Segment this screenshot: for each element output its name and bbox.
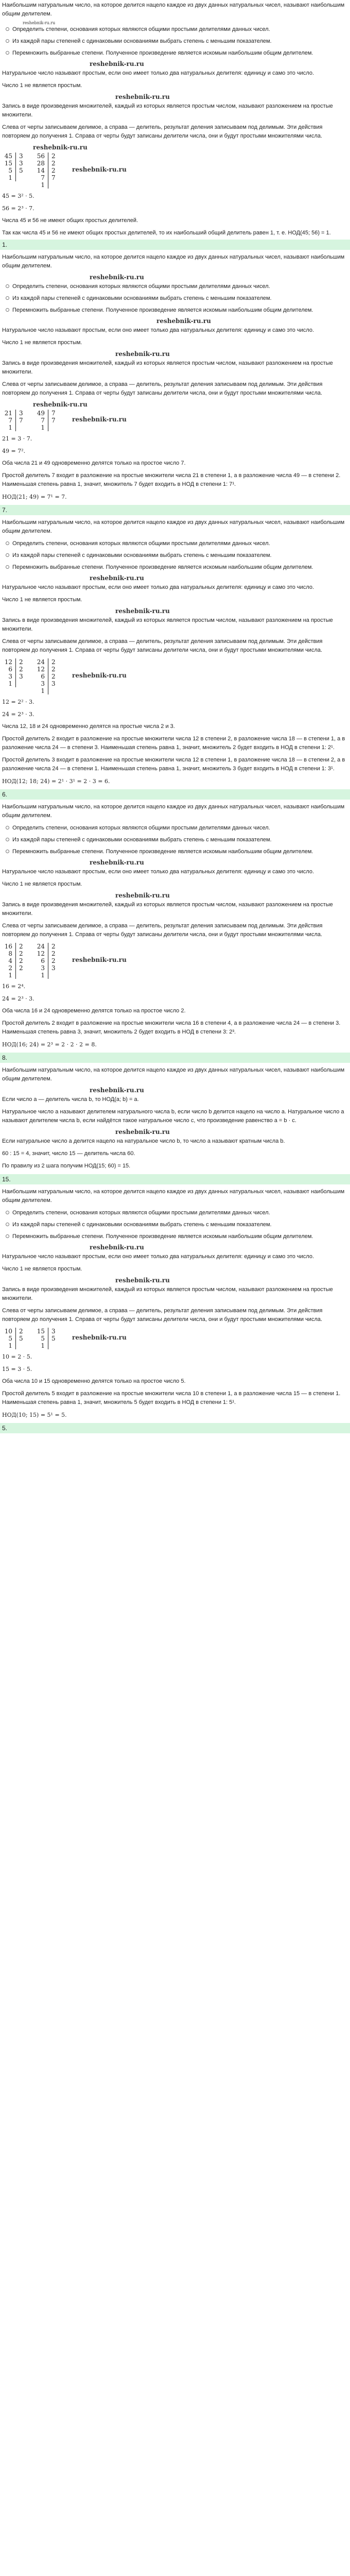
- factor-table-16: 16 2 8 2 4 2 2 2 1: [2, 943, 29, 979]
- factorization-method: Слева от черты записываем делимое, а справа — делитель, результат деления записываем под делимым. Эти действия повторяем до получения 1. Справа от черты будут записаны делители числа, они и будут простыми множителями числа.: [2, 124, 323, 139]
- factorization-block: [2, 1328, 348, 1349]
- watermark: reshebnik-ru.ru: [23, 21, 56, 25]
- factor-table-10: 10 2 5 5 1: [2, 1328, 29, 1349]
- note-one: Число 1 не является простым.: [2, 82, 82, 89]
- step-item: Перемножить выбранные степени. Полученное произведение является искомым наибольшим общим делителем.: [11, 563, 348, 572]
- definition-prime: Натуральное число называют простым, если оно имеет только два натуральных делителя: единицу и само это число.: [2, 869, 314, 875]
- factor-table-15: 15 3 5 5 1: [34, 1328, 62, 1349]
- watermark: reshebnik-ru.ru: [90, 274, 144, 281]
- definition-gcd: Наибольшим натуральным число, на которое делится нацело каждое из двух данных натуральных чисел, называют наибольшим общим делителем.: [2, 254, 345, 269]
- factor-table-24: 24 2 12 2 6 2 3 3 1: [34, 943, 62, 979]
- step-item: Из каждой пары степеней с одинаковыми основаниями выбрать степень с меньшим показателем.: [11, 551, 348, 560]
- definition-factorization: Запись в виде произведения множителей, каждый из которых является простым числом, называют разложением на простые множители.: [2, 103, 333, 118]
- definition-divisor: Натуральное число a называют делителем натурального числа b, если число b делится нацело на число a. Натуральное число a называют делителем числа b, если найдётся такое натуральное число c, что произведение равенство a = b · c.: [2, 1109, 344, 1124]
- conclusion: 60 : 15 = 4, значит, число 15 — делитель числа 60.: [2, 1150, 135, 1157]
- equation: 45 = 3² · 5.: [2, 193, 34, 199]
- step-item: Определить степени, основания которых являются общими простыми делителями данных чисел.: [11, 25, 348, 34]
- section-5: [2, 1066, 348, 1184]
- factorization-method: Слева от черты записываем делимое, а справа — делитель, результат деления записываем под делимым. Эти действия повторяем до получения 1. Справа от черты будут записаны делители числа, они и будут простыми множителями числа.: [2, 923, 323, 938]
- note-one: Число 1 не является простым.: [2, 1266, 82, 1272]
- watermark: reshebnik-ru.ru: [90, 60, 144, 67]
- definition-gcd: Наибольшим натуральным число, на которое делится нацело каждое из двух данных натуральных чисел, называют наибольшим общим делителем.: [2, 804, 345, 819]
- definition-prime: Натуральное число называют простым, если оно имеет только два натуральных делителя: единицу и само это число.: [2, 327, 314, 333]
- gcd-steps: [2, 1209, 348, 1241]
- definition-prime: Натуральное число называют простым, если оно имеет только два натуральных делителя: единицу и само это число.: [2, 70, 314, 76]
- step-item: Перемножить выбранные степени. Полученное произведение является искомым наибольшим общим делителем.: [11, 49, 348, 58]
- gcd-result: НОД(21; 49) = 7¹ = 7.: [2, 494, 67, 500]
- watermark: reshebnik-ru.ru: [115, 93, 170, 100]
- conclusion: Простой делитель 3 входит в разложение на простые множители числа 12 в степени 1, в разложение числа 18 — в степени 2, а в разложение числа 24 — в степени 1. Наименьшая степень равна 1, значит, множитель 3 будет входить в НОД в степени 1: 3¹.: [2, 757, 345, 772]
- conclusion: Простой делитель 2 входит в разложение на простые множители числа 16 в степени 4, а в разложение числа 24 — в степени 3. Наименьшая степень равна 3, значит, множитель 2 будет входить в НОД в степени 3: 2³.: [2, 1020, 341, 1035]
- equation: 12 = 2² · 3.: [2, 699, 34, 705]
- definition-factorization: Запись в виде произведения множителей, каждый из которых является простым числом, называют разложением на простые множители.: [2, 902, 333, 917]
- watermark: reshebnik-ru.ru: [72, 166, 127, 173]
- section-3: [2, 518, 348, 800]
- step-item: Из каждой пары степеней с одинаковыми основаниями выбрать степень с меньшим показателем.: [11, 1221, 348, 1229]
- watermark: reshebnik-ru.ru: [72, 956, 127, 963]
- gcd-result: НОД(10; 15) = 5¹ = 5.: [2, 1412, 67, 1418]
- common-divisors: Оба числа 16 и 24 одновременно делятся только на простое число 2.: [2, 1008, 186, 1014]
- answer-badge: 7.: [0, 505, 350, 515]
- section-1: [2, 1, 348, 250]
- factor-table-49: 49 7 7 7 1: [34, 410, 62, 431]
- watermark: reshebnik-ru.ru: [156, 317, 211, 325]
- equation: 49 = 7².: [2, 448, 26, 454]
- common-divisors: Оба числа 10 и 15 одновременно делятся только на простое число 5.: [2, 1378, 186, 1384]
- equation: 21 = 3 · 7.: [2, 435, 32, 442]
- watermark: reshebnik-ru.ru: [33, 144, 87, 151]
- answer-badge: 5.: [0, 1423, 350, 1433]
- factorization-method: Слева от черты записываем делимое, а справа — делитель, результат деления записываем под делимым. Эти действия повторяем до получения 1. Справа от черты будут записаны делители числа, они и будут простыми множителями числа.: [2, 638, 323, 653]
- definition-factorization: Запись в виде произведения множителей, каждый из которых является простым числом, называют разложением на простые множители.: [2, 1286, 333, 1301]
- watermark: reshebnik-ru.ru: [115, 1128, 170, 1136]
- section-2: [2, 253, 348, 515]
- note-one: Число 1 не является простым.: [2, 597, 82, 603]
- factorization-block: [2, 410, 348, 431]
- gcd-result: По правилу из 2 шага получим НОД(15; 60) = 15.: [2, 1163, 131, 1169]
- definition-gcd: Наибольшим натуральным число, на которое делится нацело каждое из двух данных натуральных чисел, называют наибольшим общим делителем.: [2, 519, 345, 534]
- answer-badge: 15.: [0, 1174, 350, 1184]
- definition-gcd: Наибольшим натуральным число, на которое делится нацело каждое из двух данных натуральных чисел, называют наибольшим общим делителем.: [2, 1067, 345, 1082]
- definition-factorization: Запись в виде произведения множителей, каждый из которых является простым числом, называют разложением на простые множители.: [2, 617, 333, 632]
- conclusion: Так как числа 45 и 56 не имеют общих простых делителей, то их наибольший общий делитель равен 1, т. е. НОД(45; 56) = 1.: [2, 230, 331, 236]
- watermark: reshebnik-ru.ru: [72, 1334, 127, 1341]
- definition-multiple: Если натуральное число a делится нацело на натуральное число b, то число a называют кратным числа b.: [2, 1138, 285, 1144]
- equation: 15 = 3 · 5.: [2, 1366, 32, 1372]
- answer-badge: 6.: [0, 789, 350, 800]
- step-item: Из каждой пары степеней с одинаковыми основаниями выбрать степень с меньшим показателем.: [11, 836, 348, 844]
- step-item: Перемножить выбранные степени. Полученное произведение является искомым наибольшим общим делителем.: [11, 306, 348, 315]
- gcd-result: НОД(16; 24) = 2³ = 2 · 2 · 2 = 8.: [2, 1041, 97, 1048]
- equation: 24 = 2³ · 3.: [2, 711, 34, 718]
- gcd-steps: [2, 25, 348, 58]
- common-divisors: Числа 12, 18 и 24 одновременно делятся на простые числа 2 и 3.: [2, 723, 175, 730]
- step-item: Определить степени, основания которых являются общими простыми делителями данных чисел.: [11, 282, 348, 291]
- watermark: reshebnik-ru.ru: [115, 350, 170, 358]
- watermark: reshebnik-ru.ru: [115, 607, 170, 615]
- step-item: Перемножить выбранные степени. Полученное произведение является искомым наибольшим общим делителем.: [11, 848, 348, 856]
- factorization-block: [2, 152, 348, 189]
- definition-prime: Натуральное число называют простым, если оно имеет только два натуральных делителя: единицу и само это число.: [2, 1253, 314, 1260]
- definition-gcd: Наибольшим натуральным число, на которое делится нацело каждое из двух данных натуральных чисел, называют наибольшим общим делителем.: [2, 2, 345, 17]
- step-item: Перемножить выбранные степени. Полученное произведение является искомым наибольшим общим делителем.: [11, 1232, 348, 1241]
- answer-badge: 8.: [0, 1053, 350, 1063]
- watermark: reshebnik-ru.ru: [90, 859, 144, 866]
- gcd-steps: [2, 282, 348, 315]
- watermark: reshebnik-ru.ru: [72, 672, 127, 679]
- watermark: reshebnik-ru.ru: [33, 401, 87, 408]
- conclusion: Простой делитель 7 входит в разложение на простые множители числа 21 в степени 1, а в разложение числа 49 — в степени 2. Наименьшая степень равна 1, значит, множитель 7 будет входить в НОД в степени 1: 7¹.: [2, 472, 341, 487]
- step-item: Определить степени, основания которых являются общими простыми делителями данных чисел.: [11, 824, 348, 833]
- factor-table-12: 12 2 6 2 3 3 1: [2, 658, 29, 687]
- step-item: Из каждой пары степеней с одинаковыми основаниями выбрать степень с меньшим показателем.: [11, 294, 348, 303]
- equation: 16 = 2⁴.: [2, 983, 26, 990]
- equation: 56 = 2³ · 7.: [2, 205, 34, 212]
- conclusion: Простой делитель 5 входит в разложение на простые множители числа 10 в степени 1, а в разложение числа 15 — в степени 1. Наименьшая степень равна 1, значит, множитель 5 будет входить в НОД в степени 1: 5¹.: [2, 1391, 341, 1405]
- section-4: [2, 803, 348, 1063]
- watermark: reshebnik-ru.ru: [90, 1244, 144, 1251]
- factorization-block: [2, 658, 348, 694]
- gcd-steps: [2, 824, 348, 856]
- equation: 10 = 2 · 5.: [2, 1353, 32, 1360]
- watermark: reshebnik-ru.ru: [115, 1277, 170, 1284]
- watermark: reshebnik-ru.ru: [115, 892, 170, 899]
- definition-gcd: Наибольшим натуральным число, на которое делится нацело каждое из двух данных натуральных чисел, называют наибольшим общим делителем.: [2, 1189, 345, 1204]
- factorization-method: Слева от черты записываем делимое, а справа — делитель, результат деления записываем под делимым. Эти действия повторяем до получения 1. Справа от черты будут записаны делители числа, они и будут простыми множителями числа.: [2, 1308, 323, 1323]
- factor-table-56: 56 2 28 2 14 2 7 7 1: [34, 152, 62, 189]
- definition-prime: Натуральное число называют простым, если оно имеет только два натуральных делителя: единицу и само это число.: [2, 584, 314, 590]
- definition-factorization: Запись в виде произведения множителей, каждый из которых является простым числом, называют разложением на простые множители.: [2, 360, 333, 375]
- factor-table-21: 21 3 7 7 1: [2, 410, 29, 431]
- factorization-block: [2, 943, 348, 979]
- factor-table-45: 45 3 15 3 5 5 1: [2, 152, 29, 181]
- equation: 24 = 2³ · 3.: [2, 995, 34, 1002]
- rule-divisor: Если число a — делитель числа b, то НОД(a; b) = a.: [2, 1096, 139, 1103]
- gcd-steps: [2, 539, 348, 572]
- note-one: Число 1 не является простым.: [2, 881, 82, 887]
- step-item: Определить степени, основания которых являются общими простыми делителями данных чисел.: [11, 539, 348, 548]
- section-6: [2, 1188, 348, 1433]
- step-item: Определить степени, основания которых являются общими простыми делителями данных чисел.: [11, 1209, 348, 1217]
- gcd-result: НОД(12; 18; 24) = 2¹ · 3¹ = 2 · 3 = 6.: [2, 778, 110, 785]
- watermark: reshebnik-ru.ru: [72, 416, 127, 423]
- factorization-method: Слева от черты записываем делимое, а справа — делитель, результат деления записываем под делимым. Эти действия повторяем до получения 1. Справа от черты будут записаны делители числа, они и будут простыми множителями числа.: [2, 381, 323, 396]
- conclusion: Простой делитель 2 входит в разложение на простые множители числа 12 в степени 2, в разложение числа 18 — в степени 1, а в разложение числа 24 — в степени 3. Наименьшая степень равна 1, значит, множитель 2 будет входить в НОД в степени 1: 2¹.: [2, 736, 345, 751]
- note-one: Число 1 не является простым.: [2, 340, 82, 346]
- common-divisors: Оба числа 21 и 49 одновременно делятся только на простое число 7.: [2, 460, 186, 466]
- step-item: Из каждой пары степеней с одинаковыми основаниями выбрать степень с меньшим показателем.: [11, 37, 348, 46]
- common-divisors: Числа 45 и 56 не имеют общих простых делителей.: [2, 217, 138, 224]
- watermark: reshebnik-ru.ru: [90, 1087, 144, 1094]
- factor-table-24: 24 2 12 2 6 2 3 3 1: [34, 658, 62, 694]
- watermark: reshebnik-ru.ru: [90, 574, 144, 582]
- answer-badge: 1.: [0, 240, 350, 250]
